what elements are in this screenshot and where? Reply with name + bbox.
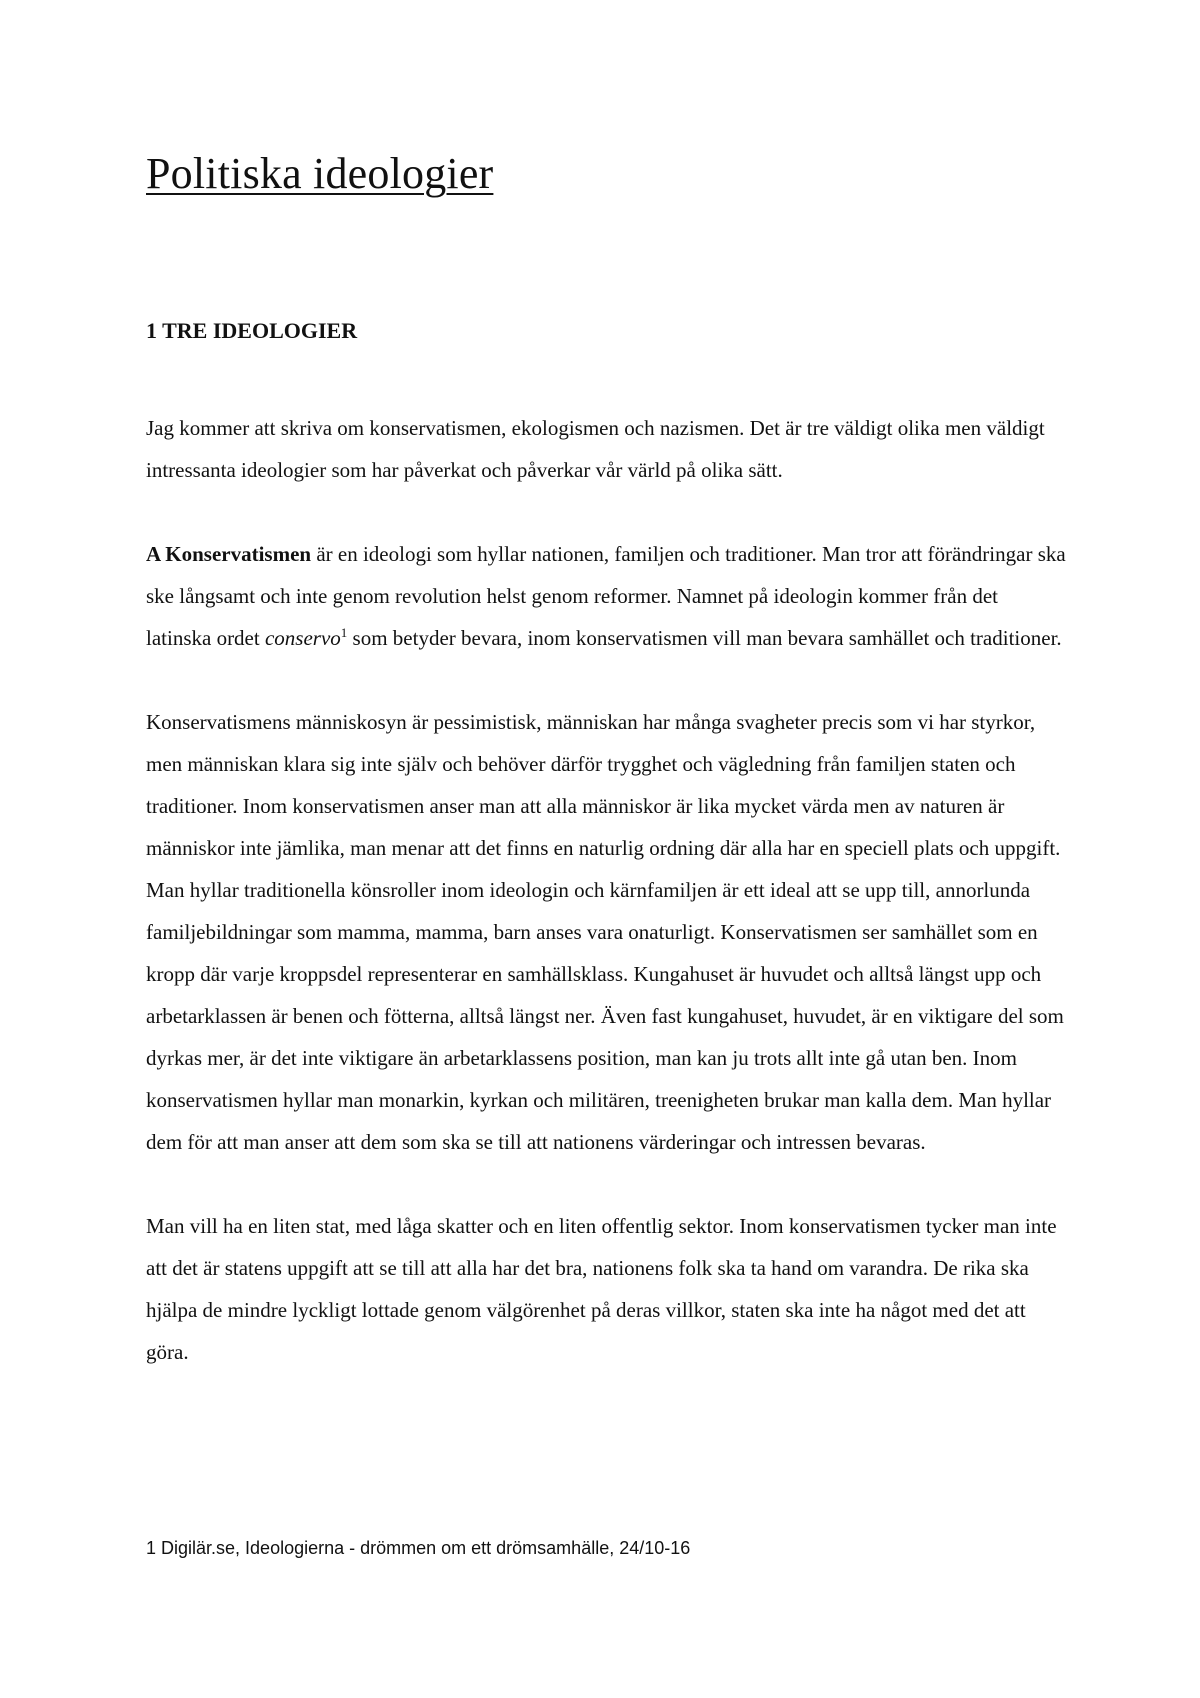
paragraph-intro: Jag kommer att skriva om konservatismen, ekologismen och nazismen. Det är tre väldigt olika men väldigt intressanta ideologier som har påverkat och påverkar vår värld på olika sätt. (146, 416, 1045, 482)
section-heading: 1 TRE IDEOLOGIER (146, 318, 358, 343)
paragraph-konservatism (146, 533, 1066, 659)
document-body (146, 407, 1066, 1373)
paragraph-manniskosyn: Konservatismens människosyn är pessimistisk, människan har många svagheter precis som vi har styrkor, men människan klara sig inte själv och behöver därför trygghet och vägledning från familjen staten och traditioner. Inom konservatismen anser man att alla människor är lika mycket värda men av naturen är människor inte jämlika, man menar att det finns en naturlig ordning där alla har en speciell plats och uppgift. Man hyllar traditionella könsroller inom ideologin och kärnfamiljen är ett ideal att se upp till, annorlunda familjebildningar som mamma, mamma, barn anses vara onaturligt. Konservatismen ser samhället som en kropp där varje kroppsdel representerar en samhällsklass. Kungahuset är huvudet och alltså längst upp och arbetarklassen är benen och fötterna, alltså längst ner. Även fast kungahuset, huvudet, är en viktigare del som dyrkas mer, är det inte viktigare än arbetarklassens position, man kan ju trots allt inte gå utan ben. Inom konservatismen hyllar man monarkin, kyrkan och militären, treenigheten brukar man kalla dem. Man hyllar dem för att man anser att dem som ska se till att nationens värderingar och intressen bevaras. (146, 710, 1064, 1154)
footnote: 1 Digilär.se, Ideologierna - drömmen om ett drömsamhälle, 24/10-16 (146, 1538, 691, 1558)
paragraph-lead-term: A Konservatismen (146, 542, 312, 566)
paragraph-text-continued: som betyder bevara, inom konservatismen vill man bevara samhället och traditioner. (347, 626, 1062, 650)
paragraph-text: är en ideologi som hyllar nationen, familjen och traditioner. Man tror att förändringar ska ske långsamt och inte genom revolution helst genom reformer. Namnet på ideologin kommer från det latinska ordet (146, 542, 1066, 650)
footnote-reference: 1 (340, 625, 348, 640)
document-title: Politiska ideologier (146, 149, 494, 198)
latin-term: conservo (264, 626, 341, 650)
paragraph-stat: Man vill ha en liten stat, med låga skatter och en liten offentlig sektor. Inom konservatismen tycker man inte att det är statens uppgift att se till att alla har det bra, nationens folk ska ta hand om varandra. De rika ska hjälpa de mindre lyckligt lottade genom välgörenhet på deras villkor, staten ska inte ha något med det att göra. (146, 1214, 1057, 1364)
